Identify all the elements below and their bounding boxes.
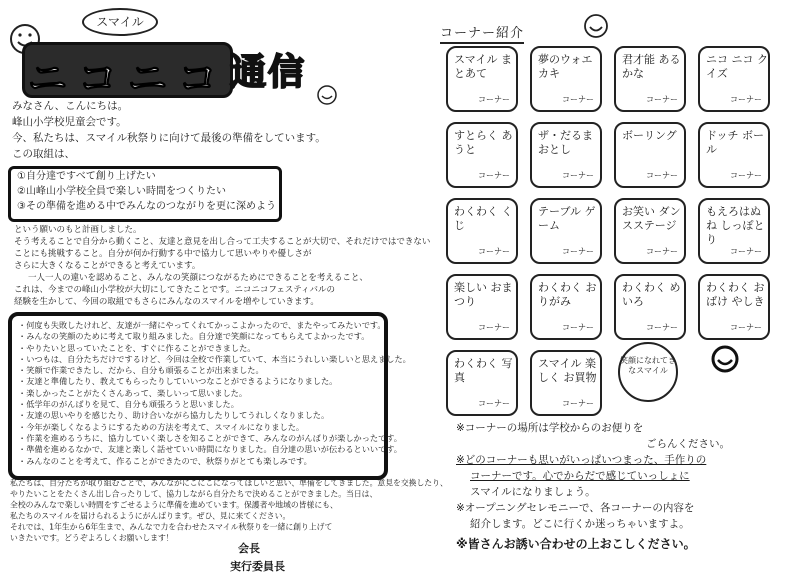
- greeting-line: みなさん、こんにちは。: [12, 100, 129, 112]
- closing-line: それでは、1年生から6年生まで、みんなで力を合わせたスマイル秋祭りを一緒に創り上げて: [10, 523, 333, 533]
- corner-name: お笑い ダンスステージ: [622, 205, 681, 232]
- corner-suffix: コーナー: [478, 171, 510, 180]
- opinions-box: [8, 312, 411, 480]
- corner-suffix: コーナー: [646, 95, 678, 104]
- corner-card: [614, 46, 686, 112]
- note-line: スマイルになりましょう。: [470, 486, 596, 498]
- corner-suffix: コーナー: [478, 399, 510, 408]
- goal-item: ①自分達ですべて創り上げたい: [17, 171, 156, 182]
- corner-card: [530, 350, 602, 416]
- corner-name: すとらく あうと: [454, 129, 513, 156]
- smile-label: スマイル: [82, 8, 158, 36]
- note-line: ※コーナーの場所は学校からのお便りを: [456, 422, 644, 434]
- corner-name: わくわく おりがみ: [538, 281, 597, 308]
- intro-line: 一人一人の違いを認めること、みんなの笑顔につながるためにできることを考えること、: [28, 273, 368, 283]
- corner-suffix: コーナー: [562, 323, 594, 332]
- special-smile-badge: 笑顔になれてきなスマイル: [618, 342, 678, 402]
- corner-name: 夢のウォエカキ: [538, 53, 593, 80]
- note-line: 紹介します。どこに行くか迷っちゃいますよ。: [470, 518, 690, 530]
- corner-card: [698, 274, 770, 340]
- corner-name: わくわく おばけ やしき: [706, 281, 765, 308]
- corner-card: [530, 46, 602, 112]
- corner-card: [698, 122, 770, 188]
- goal-item: ②山峰山小学校全員で楽しい時間をつくりたい: [17, 186, 226, 197]
- greeting-line: 峰山小学校児童会です。: [12, 116, 127, 128]
- intro-line: という願いのもと計画しました。: [14, 225, 142, 235]
- corner-suffix: コーナー: [478, 95, 510, 104]
- right-page: [400, 0, 800, 579]
- newsletter-title-kanji: 通信: [230, 52, 307, 93]
- closing-line: やりたいことをたくさん出し合ったりして、協力しながら自分たちで決めることができました。当日は、: [10, 489, 378, 500]
- opinion-item: ・いつもは、自分たちだけでするけど、今回は全校で作業していて、本当にうれしい楽しいと思えました。: [18, 353, 411, 364]
- corner-card: [446, 46, 518, 112]
- corner-card: [446, 122, 518, 188]
- corner-card: [530, 274, 602, 340]
- corner-card: [446, 274, 518, 340]
- corner-suffix: コーナー: [646, 171, 678, 180]
- closing-line: 全校のみんなで楽しい時間をすごせるように準備を進めています。保護者や地域の皆様にも、: [10, 501, 338, 511]
- opinion-item: ・笑顔で作業できたし、だから、自分も頑張ることが出来ました。: [18, 365, 264, 376]
- intro-line: 経験を生かして、今回の取組でもさらにみんなのスマイルを増やしていきます。: [14, 297, 319, 307]
- corner-name: テーブル ゲーム: [538, 205, 596, 232]
- opinion-item: ・何度も失敗したけれど、友達が一緒にやってくれてかっこよかったので、またやってみたいです。: [18, 320, 386, 330]
- corner-suffix: コーナー: [478, 247, 510, 256]
- opinion-item: ・低学年のがんばりを見て、自分も頑張ろうと思いました。: [18, 399, 239, 410]
- intro-line: ことにも挑戦すること。自分が何か行動する中で協力して思いやりや優しさが: [14, 249, 312, 259]
- corner-suffix: コーナー: [562, 171, 594, 180]
- note-line: ごらんください。: [646, 438, 730, 450]
- corner-name: 君才能 あるかな: [622, 53, 681, 80]
- corner-card: [698, 198, 770, 264]
- goal-item: ③その準備を進める中でみんなのつながりを更に深めよう: [17, 201, 276, 212]
- corner-name: ザ・だるま おとし: [538, 129, 593, 156]
- opinion-item: ・楽しかったことがたくさんあって、楽しいって思いました。: [18, 387, 248, 398]
- closing-line: いきたいです。どうぞよろしくお願いします！: [10, 534, 174, 544]
- note-line: ※オープニングセレモニーで、各コーナーの内容を: [456, 502, 695, 514]
- corner-suffix: コーナー: [646, 323, 678, 332]
- corner-name: ドッチ ボール: [706, 129, 765, 156]
- closing-line: 私たちは、自分たちが取り組むことで、みんながにこにこになってほしいと思い、準備をしてきました。意見を交換したり、: [10, 478, 448, 489]
- signature-president: 会長: [238, 542, 260, 555]
- newsletter-title: ニコニコ: [27, 56, 228, 102]
- newsletter-title-box: [22, 42, 233, 102]
- corner-name: ボーリング: [622, 129, 677, 142]
- corner-name: スマイル 楽しく お買物: [538, 357, 597, 384]
- note-line: ※皆さんお誘い合わせの上おこしください。: [456, 537, 696, 551]
- corner-card: [698, 46, 770, 112]
- corner-card: [446, 350, 518, 416]
- corner-card: [530, 122, 602, 188]
- opinion-item: ・友達と準備したり、教えてもらったりしていいつなことができるようになりました。: [18, 376, 338, 387]
- corner-name: わくわく めいろ: [622, 281, 681, 308]
- note-line: ※どのコーナーも思いがいっぱいつまった、手作りの: [456, 454, 707, 466]
- greeting-line: この取組は、: [12, 148, 75, 160]
- corner-name: 楽しい おまつり: [454, 281, 513, 308]
- corner-suffix: コーナー: [478, 323, 510, 332]
- notes-block: [456, 420, 796, 552]
- corner-name: スマイル まとあて: [454, 53, 513, 80]
- opinion-item: ・みんなのことを考えて、作ることができたので、秋祭りがとても楽しみです。: [18, 455, 312, 466]
- corner-suffix: コーナー: [646, 247, 678, 256]
- corner-suffix: コーナー: [730, 323, 762, 332]
- greeting-block: [12, 98, 326, 162]
- opinion-item: ・作業を進めるうちに、協力していく楽しさを知ることができて、みんなのがんばりが楽しかったです。: [18, 432, 402, 443]
- corner-suffix: コーナー: [730, 95, 762, 104]
- corner-card: [614, 122, 686, 188]
- corner-name: わくわく くじ: [454, 205, 513, 232]
- intro-block: [14, 224, 430, 308]
- corner-name: ニコ ニコ クイズ: [706, 53, 768, 80]
- corner-card: [614, 198, 686, 264]
- goals-box: [8, 166, 282, 222]
- corner-suffix: コーナー: [562, 95, 594, 104]
- opinion-item: ・準備を進めるなかで、友達と楽しく話せていい時間になりました。自分達の思いが伝わるといいです。: [18, 444, 402, 455]
- opinion-item: ・やりたいと思っていたことを、すぐに作ることができました。: [18, 342, 256, 353]
- smiley-face-icon: [708, 342, 742, 376]
- signature-committee: 実行委員長: [230, 560, 285, 573]
- intro-line: さらに大きくなることができると考えています。: [14, 261, 201, 271]
- corner-section-heading: コーナー紹介: [440, 22, 524, 41]
- corner-suffix: コーナー: [562, 399, 594, 408]
- closing-block: [10, 478, 448, 544]
- closing-line: 私たちのスマイルを届けられるようにがんばります。ぜひ、見に来てください。: [10, 512, 291, 522]
- corner-name: もえろはぬね しっぽとり: [706, 205, 765, 246]
- note-line: コーナーです。心でからだで感じていっしょに: [470, 470, 690, 482]
- opinion-item: ・みんなの笑顔のために考えて取り組みました。自分達で笑顔になってもらえてよかったです。: [18, 331, 370, 342]
- corner-name: わくわく 写真: [454, 357, 513, 384]
- corner-card: [614, 274, 686, 340]
- greeting-line: 今、私たちは、スマイル秋祭りに向けて最後の準備をしています。: [12, 132, 326, 144]
- opinion-item: ・今年が楽しくなるようにするための方法を考えて、スマイルになりました。: [18, 421, 305, 432]
- corner-suffix: コーナー: [562, 247, 594, 256]
- corner-grid: [446, 46, 776, 408]
- opinion-item: ・友達の思いやりを感じたり、助け合いながら協力したりしてうれしくなりました。: [18, 410, 330, 421]
- corner-suffix: コーナー: [730, 171, 762, 180]
- corner-card: [446, 198, 518, 264]
- smiley-face-icon: [582, 12, 610, 40]
- intro-line: これは、今までの峰山小学校が大切にしてきたことです。ニコニコフェスティバルの: [14, 285, 336, 295]
- corner-card: [530, 198, 602, 264]
- intro-line: そう考えることで自分から動くこと、友達と意見を出し合って工夫することが大切で、それだけではできない: [14, 237, 431, 247]
- corner-suffix: コーナー: [730, 247, 762, 256]
